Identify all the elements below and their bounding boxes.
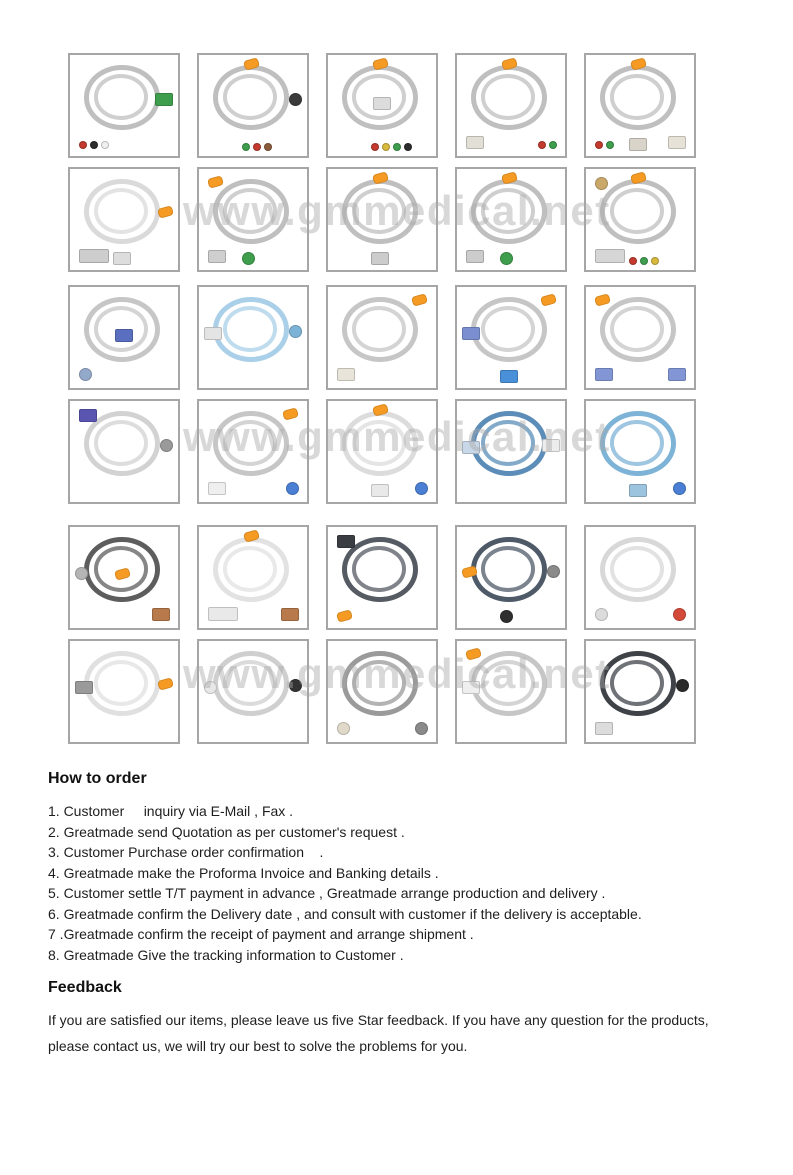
feedback-heading: Feedback — [48, 979, 122, 996]
connector — [466, 136, 484, 149]
how-to-order-section — [48, 770, 750, 965]
tape-marker — [594, 293, 611, 307]
lead-clip — [253, 143, 261, 151]
tape-marker — [157, 678, 174, 692]
spo2-cable-purple-db9 — [68, 399, 180, 504]
connector — [373, 97, 391, 110]
watermark: www.gmmedical.net — [183, 650, 611, 697]
connector — [668, 136, 686, 149]
connector — [152, 608, 170, 621]
connector — [500, 370, 518, 383]
y-adapter-cable-card-edge — [197, 525, 309, 630]
connector — [337, 368, 355, 381]
tape-marker — [282, 407, 299, 421]
temp-probe-dark-cable — [455, 525, 567, 630]
order-step: 5. Customer settle T/T payment in advance , Greatmade arrange production and delivery . — [48, 885, 606, 901]
cable-coil-inner — [481, 660, 535, 705]
cable-coil-inner — [223, 660, 277, 705]
order-step: 7 .Greatmade confirm the receipt of payment and arrange shipment . — [48, 926, 474, 942]
cable-coil-inner — [610, 74, 664, 119]
cable-coil-inner — [352, 188, 406, 233]
lead-clips — [79, 141, 109, 149]
spo2-extension-long — [455, 639, 567, 744]
connector — [595, 608, 608, 621]
feedback-section — [48, 979, 750, 1059]
temp-probe-black-cable — [584, 639, 696, 744]
lead-clips — [538, 141, 557, 149]
lead-clips — [371, 143, 412, 151]
lead-clips — [629, 257, 659, 265]
order-step: 3. Customer Purchase order confirmation . — [48, 844, 324, 860]
connector — [204, 327, 222, 340]
temp-probe-gray-cable — [326, 639, 438, 744]
order-step: 4. Greatmade make the Proforma Invoice and Banking details . — [48, 864, 439, 881]
cable-coil-inner — [223, 306, 277, 351]
connector — [673, 608, 686, 621]
connector — [500, 252, 513, 265]
connector — [462, 327, 480, 340]
connector — [79, 249, 109, 263]
order-step: 6. Greatmade confirm the Delivery date , and consult with customer if the delivery is acceptable. — [48, 905, 642, 922]
order-step: 2. Greatmade send Quotation as per customer's request . — [48, 823, 405, 840]
connector — [595, 177, 608, 190]
spo2-cable-light-blue-coil — [584, 399, 696, 504]
connector — [676, 679, 689, 692]
connector — [462, 681, 480, 694]
connector — [113, 252, 131, 265]
spo2-extension-cable — [326, 285, 438, 390]
cable-coil-inner — [223, 188, 277, 233]
connector — [337, 722, 350, 735]
spo2-extension-white — [326, 399, 438, 504]
connector — [79, 368, 92, 381]
connector — [415, 482, 428, 495]
cable-coil-inner — [352, 420, 406, 465]
ecg-trunk-cable-multipin-box — [584, 167, 696, 272]
ecg-cable-3-lead-snap — [68, 53, 180, 158]
tape-marker — [411, 293, 428, 307]
connector — [208, 482, 226, 495]
cable-coil-inner — [223, 420, 277, 465]
cable-coil-inner — [610, 420, 664, 465]
cable-coil-inner — [94, 420, 148, 465]
product-image-block — [68, 285, 696, 504]
spo2-cable-blue-coil — [455, 399, 567, 504]
connector — [286, 482, 299, 495]
connector — [208, 607, 238, 621]
connector — [289, 679, 302, 692]
spo2-sensor-white-cable — [68, 639, 180, 744]
cable-coil-inner — [481, 546, 535, 591]
connector — [462, 441, 480, 454]
spo2-cable-light-blue — [197, 285, 309, 390]
cable-coil-inner — [481, 188, 535, 233]
cable-coil-inner — [352, 306, 406, 351]
lead-clip — [595, 141, 603, 149]
cable-coil-inner — [481, 74, 535, 119]
ecg-trunk-cable-flat-connector — [68, 167, 180, 272]
spo2-adapter-two-blue — [584, 285, 696, 390]
cable-coil-inner — [610, 306, 664, 351]
order-step: 1. Customer inquiry via E-Mail , Fax . — [48, 803, 294, 819]
connector — [595, 722, 613, 735]
cable-coil-inner — [352, 660, 406, 705]
lead-clip — [264, 143, 272, 151]
cable-coil-inner — [610, 188, 664, 233]
cable-coil-inner — [352, 546, 406, 591]
connector — [415, 722, 428, 735]
lead-clip — [79, 141, 87, 149]
connector — [160, 439, 173, 452]
product-grid — [0, 53, 793, 744]
lead-clip — [371, 143, 379, 151]
ecg-cable-5-lead-clips — [326, 53, 438, 158]
connector — [242, 252, 255, 265]
connector — [595, 368, 613, 381]
ecg-trunk-cable-green-round-2 — [455, 167, 567, 272]
connector — [371, 252, 389, 265]
connector — [595, 249, 625, 263]
order-steps-list — [48, 801, 750, 965]
product-description-page — [0, 53, 793, 1175]
lead-clips — [595, 141, 614, 149]
connector — [208, 250, 226, 263]
connector — [629, 484, 647, 497]
connector — [75, 681, 93, 694]
adapter-cable-black-connector — [197, 639, 309, 744]
connector — [466, 250, 484, 263]
connector — [337, 535, 355, 548]
connector — [668, 368, 686, 381]
lead-clip — [549, 141, 557, 149]
lead-clip — [242, 143, 250, 151]
spo2-extension-blue-round — [197, 399, 309, 504]
ecg-trunk-cable-green-round — [197, 167, 309, 272]
connector — [79, 409, 97, 422]
adapter-cable-card-edge — [68, 525, 180, 630]
lead-clips — [242, 143, 272, 151]
cable-right-angle-plug — [326, 525, 438, 630]
tape-marker — [540, 293, 557, 307]
spo2-adapter-blue-connectors — [455, 285, 567, 390]
connector — [289, 325, 302, 338]
ecg-cable-5-lead — [455, 53, 567, 158]
connector — [155, 93, 173, 106]
spo2-adapter-cable-blue-db9 — [68, 285, 180, 390]
cable-coil-inner — [481, 306, 535, 351]
how-to-order-heading: How to order — [48, 770, 147, 787]
lead-clip — [629, 257, 637, 265]
connector — [629, 138, 647, 151]
lead-clip — [404, 143, 412, 151]
lead-clip — [640, 257, 648, 265]
watermark: www.gmmedical.net — [183, 413, 611, 460]
tape-marker — [465, 647, 482, 661]
cable-coil-inner — [94, 74, 148, 119]
cable-coil-inner — [610, 660, 664, 705]
lead-clip — [651, 257, 659, 265]
tape-marker — [336, 609, 353, 623]
connector — [281, 608, 299, 621]
ecg-trunk-cable-gray — [326, 167, 438, 272]
cable-coil-inner — [94, 188, 148, 233]
cable-coil-inner — [223, 74, 277, 119]
ecg-cable-3-lead-clips — [584, 53, 696, 158]
order-step: 8. Greatmade Give the tracking information to Customer . — [48, 946, 404, 963]
ibp-cable-red-connector — [584, 525, 696, 630]
lead-clip — [393, 143, 401, 151]
connector — [547, 565, 560, 578]
connector — [371, 484, 389, 497]
ecg-cable-5-lead-round-connector — [197, 53, 309, 158]
lead-clip — [606, 141, 614, 149]
product-image-block — [68, 53, 696, 272]
cable-coil-inner — [610, 546, 664, 591]
product-image-block — [68, 525, 696, 744]
tape-marker — [157, 206, 174, 220]
connector — [673, 482, 686, 495]
tape-marker — [207, 175, 224, 189]
connector — [542, 439, 560, 452]
cable-coil-inner — [94, 660, 148, 705]
connector — [500, 610, 513, 623]
cable-coil-inner — [223, 546, 277, 591]
lead-clip — [382, 143, 390, 151]
lead-clip — [101, 141, 109, 149]
lead-clip — [538, 141, 546, 149]
lead-clip — [90, 141, 98, 149]
watermark: www.gmmedical.net — [183, 187, 611, 234]
connector — [115, 329, 133, 342]
feedback-paragraph: If you are satisfied our items, please leave us five Star feedback. If you have any question for the products, please contact us, we will try our best to solve the problems for you. — [48, 1012, 709, 1054]
cable-coil-inner — [481, 420, 535, 465]
connector — [289, 93, 302, 106]
